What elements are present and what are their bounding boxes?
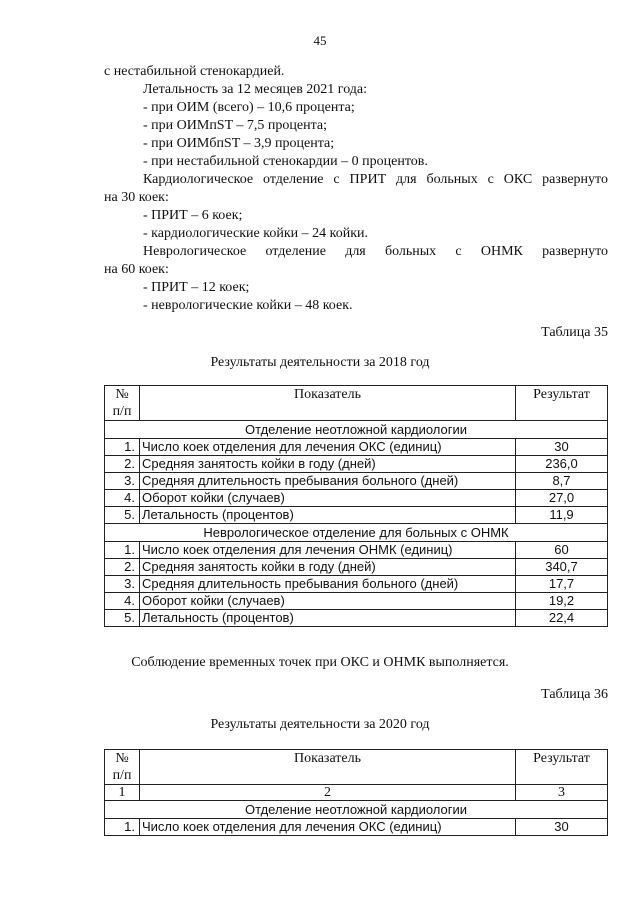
header-result: Результат <box>516 386 608 421</box>
table-row: 3. Средняя длительность пребывания больного (дней) 8,7 <box>105 473 608 490</box>
section-title: Неврологическое отделение для больных с ОНМК <box>105 524 608 542</box>
list-item: - неврологические койки – 48 коек. <box>143 298 353 313</box>
table-row: 2. Средняя занятость койки в году (дней) 340,7 <box>105 559 608 576</box>
paragraph: Неврологическое отделение для больных с ОНМК развернуто <box>143 244 608 259</box>
paragraph: с нестабильной стенокардией. <box>104 64 285 79</box>
table-row: 1. Число коек отделения для лечения ОКС (единиц) 30 <box>105 439 608 456</box>
results-table-2020 <box>104 749 608 836</box>
table-label: Таблица 36 <box>541 687 608 702</box>
list-item: - ПРИТ – 6 коек; <box>143 208 243 223</box>
list-item: - при нестабильной стенокардии – 0 процентов. <box>143 154 428 169</box>
page-number: 45 <box>313 33 327 48</box>
paragraph: на 30 коек: <box>104 190 169 205</box>
paragraph: Соблюдение временных точек при ОКС и ОНМК выполняется. <box>131 655 509 670</box>
section-title: Отделение неотложной кардиологии <box>105 801 608 819</box>
header-number: № п/п <box>105 386 140 421</box>
table-row: 4. Оборот койки (случаев) 27,0 <box>105 490 608 507</box>
table-row: 3. Средняя длительность пребывания больного (дней) 17,7 <box>105 576 608 593</box>
paragraph: Летальность за 12 месяцев 2021 года: <box>143 82 368 97</box>
list-item: - при ОИМ (всего) – 10,6 процента; <box>143 100 355 115</box>
list-item: - при ОИМпST – 7,5 процента; <box>143 118 327 133</box>
header-number: № п/п <box>105 750 140 785</box>
table-title: Результаты деятельности за 2018 год <box>210 355 430 370</box>
table-row: 5. Летальность (процентов) 11,9 <box>105 507 608 524</box>
table-row: 4. Оборот койки (случаев) 19,2 <box>105 593 608 610</box>
table-row: 5. Летальность (процентов) 22,4 <box>105 610 608 627</box>
paragraph: Кардиологическое отделение с ПРИТ для больных с ОКС развернуто <box>143 172 608 187</box>
list-item: - при ОИМбпST – 3,9 процента; <box>143 136 335 151</box>
section-title: Отделение неотложной кардиологии <box>105 421 608 439</box>
header-indicator: Показатель <box>140 386 516 421</box>
list-item: - кардиологические койки – 24 койки. <box>143 226 369 241</box>
table-label: Таблица 35 <box>541 325 608 340</box>
list-item: - ПРИТ – 12 коек; <box>143 280 250 295</box>
table-row: 1. Число коек отделения для лечения ОКС (единиц) 30 <box>105 819 608 836</box>
header-indicator: Показатель <box>140 750 516 785</box>
paragraph: на 60 коек: <box>104 262 169 277</box>
table-row: 2. Средняя занятость койки в году (дней) 236,0 <box>105 456 608 473</box>
table-row: 1. Число коек отделения для лечения ОНМК (единиц) 60 <box>105 542 608 559</box>
results-table-2018 <box>104 385 608 627</box>
header-result: Результат <box>516 750 608 785</box>
column-numbers-row: 1 2 3 <box>105 785 608 801</box>
table-title: Результаты деятельности за 2020 год <box>210 717 430 732</box>
